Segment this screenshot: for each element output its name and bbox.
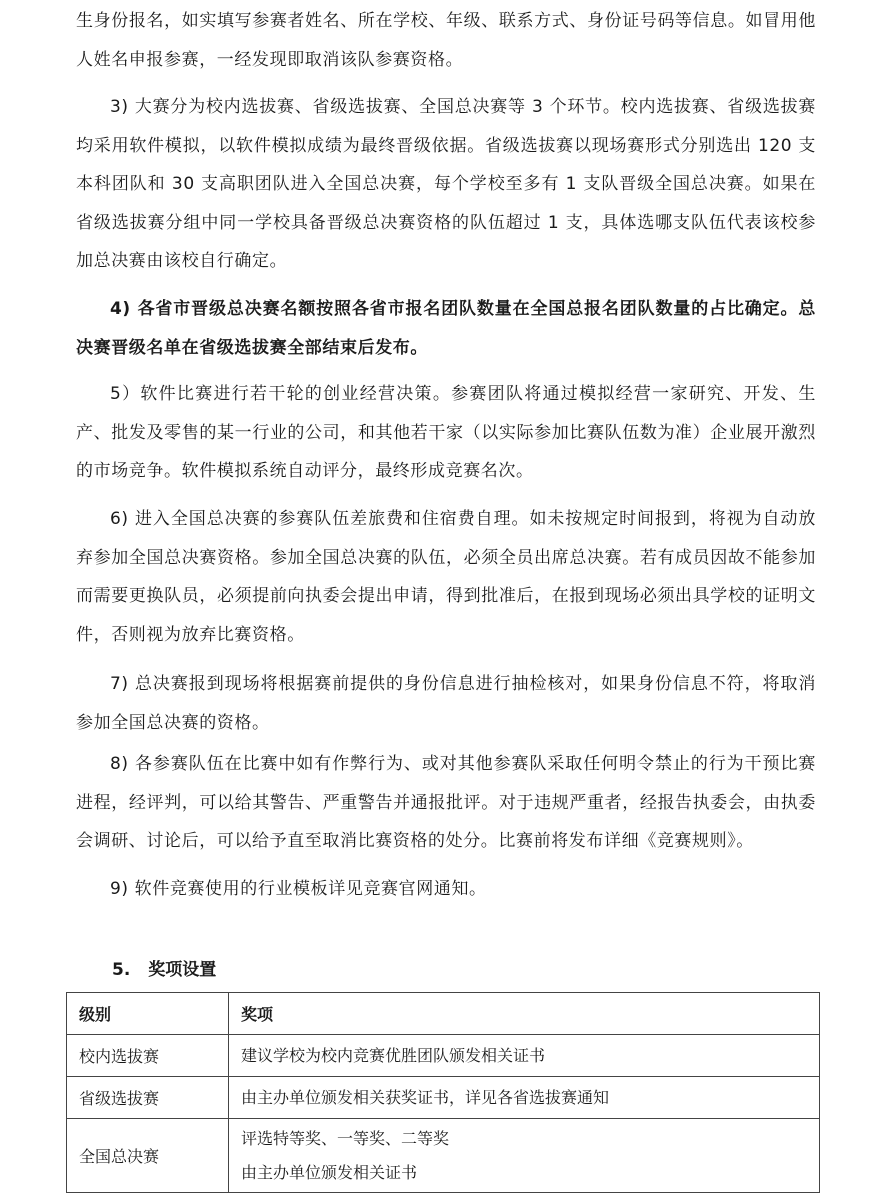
award-line: 建议学校为校内竞赛优胜团队颁发相关证书 bbox=[241, 1045, 546, 1065]
column-header-level: 级别 bbox=[67, 993, 229, 1035]
table-row bbox=[67, 1035, 820, 1077]
paragraph-rule-3: 3) 大赛分为校内选拔赛、省级选拔赛、全国总决赛等 3 个环节。校内选拔赛、省级选拔赛均采用软件模拟，以软件模拟成绩为最终晋级依据。省级选拔赛以现场赛形式分别选出 120 支本科团队和 30 支高职团队进入全国总决赛，每个学校至多有 1 支队晋级全国总决赛。如果在省级选拔赛分组中同一学校具备晋级总决赛资格的队伍超过 1 支，具体选哪支队伍代表该校参加总决赛由该校自行确定。 bbox=[76, 97, 816, 271]
table-header-row bbox=[67, 993, 820, 1035]
awards-table bbox=[66, 992, 820, 1193]
table-row bbox=[67, 1119, 820, 1193]
awards-cell bbox=[229, 1035, 820, 1077]
award-line: 由主办单位颁发相关获奖证书，详见各省选拔赛通知 bbox=[241, 1087, 610, 1107]
awards-cell bbox=[229, 1077, 820, 1119]
section-title: 奖项设置 bbox=[148, 960, 217, 980]
paragraph-rule-5: 5）软件比赛进行若干轮的创业经营决策。参赛团队将通过模拟经营一家研究、开发、生产、批发及零售的某一行业的公司，和其他若干家（以实际参加比赛队伍数为准）企业展开激烈的市场竞争。软件模拟系统自动评分，最终形成竞赛名次。 bbox=[76, 384, 816, 481]
paragraph-rule-9: 9) 软件竞赛使用的行业模板详见竞赛官网通知。 bbox=[110, 879, 487, 899]
section-number: 5. bbox=[112, 960, 131, 980]
paragraph-registration-continued: 生身份报名，如实填写参赛者姓名、所在学校、年级、联系方式、身份证号码等信息。如冒用他人姓名申报参赛，一经发现即取消该队参赛资格。 bbox=[76, 11, 816, 70]
paragraph-rule-6: 6) 进入全国总决赛的参赛队伍差旅费和住宿费自理。如未按规定时间报到，将视为自动放弃参加全国总决赛资格。参加全国总决赛的队伍，必须全员出席总决赛。若有成员因故不能参加而需要更换队员，必须提前向执委会提出申请，得到批准后，在报到现场必须出具学校的证明文件，否则视为放弃比赛资格。 bbox=[76, 509, 816, 645]
paragraph-rule-4: 4) 各省市晋级总决赛名额按照各省市报名团队数量在全国总报名团队数量的占比确定。总决赛晋级名单在省级选拔赛全部结束后发布。 bbox=[76, 299, 816, 358]
award-line: 由主办单位颁发相关证书 bbox=[241, 1162, 418, 1182]
level-cell: 省级选拔赛 bbox=[67, 1077, 229, 1119]
paragraph-rule-8: 8) 各参赛队伍在比赛中如有作弊行为、或对其他参赛队采取任何明令禁止的行为干预比赛进程，经评判，可以给其警告、严重警告并通报批评。对于违规严重者，经报告执委会，由执委会调研、讨论后，可以给予直至取消比赛资格的处分。比赛前将发布详细《竞赛规则》。 bbox=[76, 754, 816, 851]
section-heading-awards bbox=[112, 955, 216, 985]
paragraph-rule-7: 7) 总决赛报到现场将根据赛前提供的身份信息进行抽检核对，如果身份信息不符，将取消参加全国总决赛的资格。 bbox=[76, 674, 816, 733]
column-header-awards: 奖项 bbox=[229, 993, 820, 1035]
level-cell: 校内选拔赛 bbox=[67, 1035, 229, 1077]
table-row bbox=[67, 1077, 820, 1119]
awards-cell bbox=[229, 1119, 820, 1193]
level-cell: 全国总决赛 bbox=[67, 1119, 229, 1193]
award-line: 评选特等奖、一等奖、二等奖 bbox=[241, 1128, 450, 1148]
